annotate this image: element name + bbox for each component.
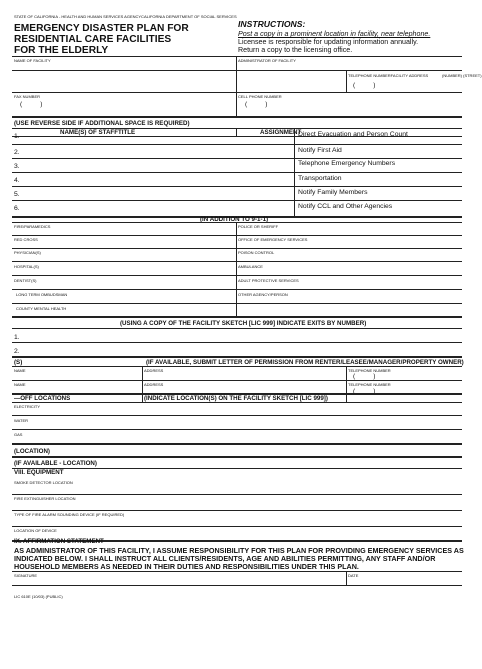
relocation-s-label: (S) <box>14 359 23 366</box>
divider <box>12 494 462 495</box>
affirmation-line-2: INDICATED BELOW. I SHALL INSTRUCT ALL CLIENTS/RESIDENTS, AGE AND ABILITIES PERMITTING, ANY STAFF AND/OR <box>14 554 436 563</box>
exits-heading: (USING A COPY OF THE FACILITY SKETCH [LIC 999] INDICATE EXITS BY NUMBER) <box>120 320 367 327</box>
relocation-address-label-2: ADDRESS <box>144 382 164 387</box>
divider <box>12 261 462 262</box>
staff-row-5-assignment: Notify Family Members <box>298 189 368 196</box>
fire-alarm-type-label: TYPE OF FIRE ALARM SOUNDING DEVICE (IF REQUIRED) <box>14 512 125 517</box>
signature-label: SIGNATURE <box>14 573 38 578</box>
staff-row-2-assignment: Notify First Aid <box>298 147 342 154</box>
instructions-heading: INSTRUCTIONS: <box>238 19 306 29</box>
ambulance-label: AMBULANCE <box>238 264 263 269</box>
divider <box>12 356 462 358</box>
adult-protective-services-label: ADULT PROTECTIVE SERVICES <box>238 278 299 283</box>
divider <box>12 443 462 445</box>
relocation-phone-parens-2: ( ) <box>353 388 376 395</box>
shutoff-heading: —OFF LOCATIONS <box>14 395 71 402</box>
instruction-line-2: Licensee is responsible for updating information annually. <box>238 38 419 46</box>
hospitals-label: HOSPITAL(S) <box>14 264 39 269</box>
fire-paramedics-label: FIRE/PARAMEDICS <box>14 224 51 229</box>
relocation-name-label-1: NAME <box>14 368 26 373</box>
fire-extinguisher-label: FIRE EXTINGUISHER LOCATION <box>14 496 76 501</box>
emergency-services-office-label: OFFICE OF EMERGENCY SERVICES <box>238 237 308 242</box>
affirmation-line-3: HOUSEHOLD MEMBERS AS NEEDED IN THEIR DUTIES AND RESPONSIBILITIES UNDER THIS PLAN. <box>14 562 359 571</box>
cell-parens: ( ) <box>245 101 268 108</box>
staff-row-1-assignment: Direct Evacuation and Person Count <box>298 131 408 138</box>
form-title-line-3: FOR THE ELDERLY <box>14 45 109 56</box>
staff-row-5-number: 5. <box>14 191 20 198</box>
date-label: DATE <box>348 573 359 578</box>
divider <box>12 200 462 201</box>
cell-phone-label: CELL PHONE NUMBER <box>238 94 282 99</box>
divider <box>12 328 462 329</box>
exit-row-2: 2. <box>14 348 20 355</box>
staff-row-3-assignment: Telephone Emergency Numbers <box>298 160 396 167</box>
instruction-line-3: Return a copy to the licensing office. <box>238 46 353 54</box>
divider <box>142 393 143 402</box>
form-title-line-2: RESIDENTIAL CARE FACILITIES <box>14 34 172 45</box>
staff-row-4-number: 4. <box>14 177 20 184</box>
red-cross-label: RED CROSS <box>14 237 38 242</box>
other-agency-label: OTHER AGENCY/PERSON <box>238 292 288 297</box>
divider <box>12 56 462 57</box>
assignment-column-header: ASSIGNMENT <box>260 129 302 136</box>
exit-row-1: 1. <box>14 334 20 341</box>
smoke-detector-label: SMOKE DETECTOR LOCATION <box>14 480 73 485</box>
form-title-line-1: EMERGENCY DISASTER PLAN FOR <box>14 23 189 34</box>
divider <box>346 70 347 92</box>
if-available-location-heading: (IF AVAILABLE - LOCATION) <box>14 460 97 467</box>
divider <box>12 158 462 159</box>
divider <box>12 415 462 416</box>
police-sheriff-label: POLICE OR SHERIFF <box>238 224 279 229</box>
relocation-address-label-1: ADDRESS <box>144 368 164 373</box>
divider <box>12 116 462 118</box>
agency-line: STATE OF CALIFORNIA - HEALTH AND HUMAN SERVICES AGENCYCALIFORNIA DEPARTMENT OF SOCIAL SERVICES <box>14 14 237 19</box>
divider <box>346 393 347 402</box>
fax-parens: ( ) <box>20 101 43 108</box>
ombudsman-label: LONG TERM OMBUDSMAN <box>16 292 68 297</box>
dentists-label: DENTIST(S) <box>14 278 37 283</box>
reverse-side-note: (USE REVERSE SIDE IF ADDITIONAL SPACE IS REQUIRED) <box>14 120 190 127</box>
divider <box>12 172 462 173</box>
number-street-label: (NUMBER) (STREET) <box>442 73 482 78</box>
divider <box>12 303 462 304</box>
relocation-phone-parens-1: ( ) <box>353 373 376 380</box>
gas-label: GAS <box>14 432 23 437</box>
facility-name-label: NAME OF FACILITY <box>14 58 51 63</box>
divider <box>12 186 462 187</box>
divider <box>236 222 237 316</box>
device-location-label: LOCATION OF DEVICE <box>14 528 57 533</box>
mental-health-label: COUNTY MENTAL HEALTH <box>16 306 67 311</box>
divider <box>12 380 462 381</box>
relocation-heading: (IF AVAILABLE, SUBMIT LETTER OF PERMISSION FROM RENTER/LEASEE/MANAGER/PROPERTY OWNER) <box>146 359 464 366</box>
divider <box>236 56 237 116</box>
divider <box>346 571 347 585</box>
divider <box>12 70 462 71</box>
divider <box>12 316 462 318</box>
divider <box>12 92 462 93</box>
fax-label: FAX NUMBER <box>14 94 41 99</box>
divider <box>12 526 462 527</box>
divider <box>12 289 462 290</box>
relocation-telephone-label-1: TELEPHONE NUMBER <box>348 368 391 373</box>
divider <box>12 571 462 572</box>
administrator-label: ADMINISTRATOR OF FACILITY <box>238 58 296 63</box>
staff-row-1-number: 1. <box>14 133 20 140</box>
electricity-label: ELECTRICITY <box>14 404 41 409</box>
telephone-address-label: TELEPHONE NUMBERFACILITY ADDRESS <box>348 73 429 78</box>
divider <box>12 222 462 223</box>
instruction-line-1: Post a copy in a prominent location in facility, near telephone. <box>238 30 431 38</box>
water-label: WATER <box>14 418 28 423</box>
affirmation-line-1: AS ADMINISTRATOR OF THIS FACILITY, I ASSUME RESPONSIBILITY FOR THIS PLAN FOR PROVIDING EMERGENCY SERVICES AS <box>14 546 464 555</box>
relocation-telephone-label-2: TELEPHONE NUMBER <box>348 382 391 387</box>
divider <box>12 366 462 367</box>
staff-row-2-number: 2. <box>14 149 20 156</box>
location-heading: (LOCATION) <box>14 448 50 455</box>
staff-row-6-assignment: Notify CCL and Other Agencies <box>298 203 393 210</box>
poison-control-label: POISON CONTROL <box>238 250 275 255</box>
divider <box>12 456 462 458</box>
form-id: LIC 610E (10/03) (PUBLIC) <box>14 594 63 599</box>
facility-phone-parens: ( ) <box>353 82 376 89</box>
staff-name-column-header: NAME(S) OF STAFFTITLE <box>60 129 136 136</box>
equipment-heading: VIII. EQUIPMENT <box>14 469 64 476</box>
staff-row-6-number: 6. <box>14 205 20 212</box>
contacts-heading: (IN ADDITION TO 9-1-1) <box>200 216 269 223</box>
divider <box>12 144 462 145</box>
staff-row-4-assignment: Transportation <box>298 175 342 182</box>
relocation-name-label-2: NAME <box>14 382 26 387</box>
divider <box>12 342 462 343</box>
divider <box>12 585 462 586</box>
divider <box>12 235 462 236</box>
divider <box>12 468 462 469</box>
divider <box>12 429 462 430</box>
affirmation-heading: IX. AFFIRMATION STATEMENT <box>14 538 104 545</box>
divider <box>12 402 462 403</box>
shutoff-instruction: (INDICATE LOCATION(S) ON THE FACILITY SKETCH [LIC 999]) <box>144 395 328 402</box>
divider <box>12 248 462 249</box>
divider <box>236 128 237 136</box>
physicians-label: PHYSICIAN(S) <box>14 250 41 255</box>
staff-row-3-number: 3. <box>14 163 20 170</box>
divider <box>12 510 462 511</box>
divider <box>12 275 462 276</box>
